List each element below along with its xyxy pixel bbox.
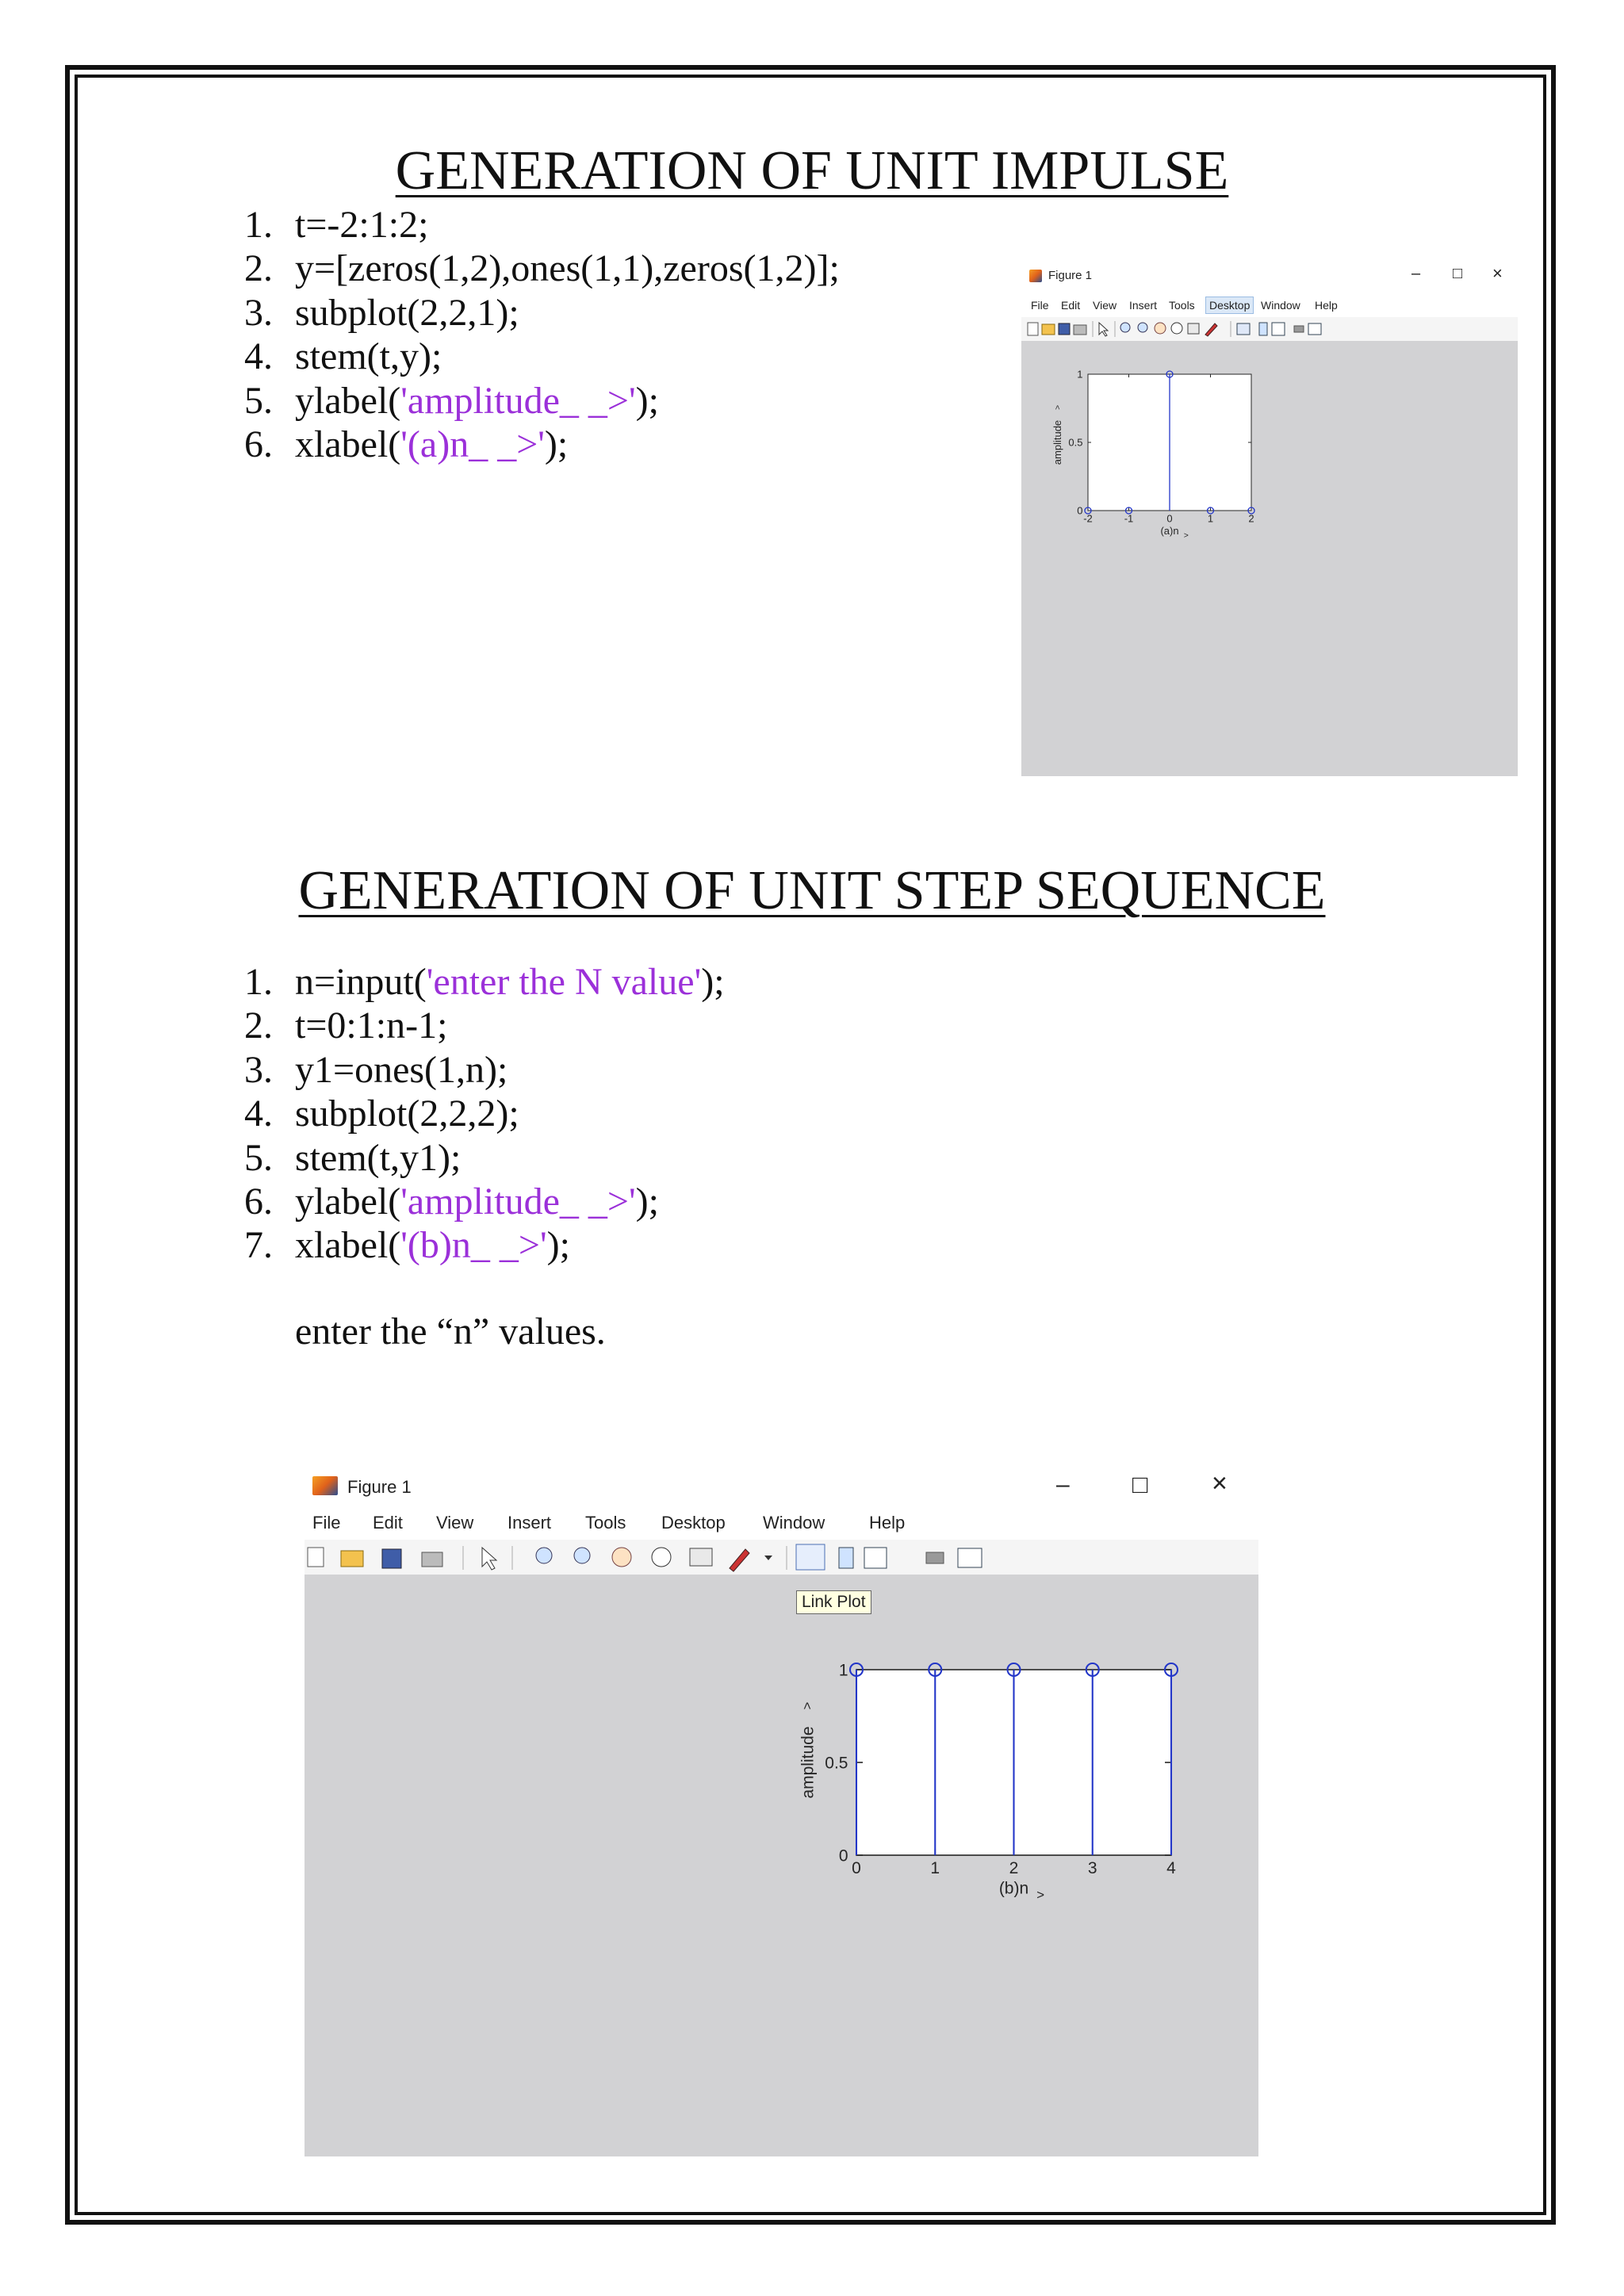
open-file-icon[interactable] bbox=[1042, 324, 1055, 335]
open-file-icon[interactable] bbox=[341, 1551, 363, 1567]
matlab-logo-icon bbox=[1029, 270, 1042, 282]
dock-figure-icon[interactable] bbox=[1308, 323, 1321, 335]
code-string: '(a)n_ _>' bbox=[400, 423, 545, 465]
code-text: stem(t,y); bbox=[295, 335, 442, 378]
minimize-button[interactable]: – bbox=[1056, 1471, 1070, 1498]
save-icon[interactable] bbox=[1059, 323, 1070, 335]
code-line bbox=[244, 1180, 725, 1223]
x-tick-label: 2 bbox=[1248, 512, 1254, 525]
code-line bbox=[244, 379, 840, 423]
code-text: subplot(2,2,1); bbox=[295, 291, 519, 334]
code-text: ); bbox=[701, 961, 725, 1003]
y-axis-label-arrow: > bbox=[1053, 404, 1063, 410]
figure-window-impulse bbox=[1021, 260, 1518, 776]
maximize-button[interactable]: □ bbox=[1132, 1470, 1148, 1498]
menu-window[interactable]: Window bbox=[1261, 299, 1300, 312]
x-axis-label-arrow: > bbox=[1183, 531, 1189, 541]
menu-insert[interactable]: Insert bbox=[1129, 299, 1158, 312]
x-tick-label: 2 bbox=[1009, 1859, 1019, 1878]
step-code-listing bbox=[244, 960, 725, 1268]
menu-view[interactable]: View bbox=[436, 1513, 474, 1533]
close-button[interactable]: × bbox=[1212, 1468, 1228, 1498]
data-cursor-icon[interactable] bbox=[690, 1548, 712, 1566]
y-tick-label: 0.5 bbox=[1068, 436, 1083, 449]
code-line-number: 2. bbox=[244, 247, 273, 290]
y-tick-label: 1 bbox=[838, 1661, 848, 1680]
figure-menubar bbox=[304, 1505, 1258, 1540]
code-line-number: 4. bbox=[244, 1093, 273, 1135]
link-plot-tooltip: Link Plot bbox=[796, 1590, 871, 1614]
pointer-icon[interactable] bbox=[482, 1548, 496, 1570]
zoom-in-icon[interactable] bbox=[536, 1548, 552, 1563]
code-line bbox=[244, 335, 840, 378]
brush-dropdown-icon[interactable] bbox=[764, 1556, 772, 1560]
step-heading: GENERATION OF UNIT STEP SEQUENCE bbox=[298, 860, 1326, 921]
code-text: ); bbox=[544, 423, 569, 465]
figure-titlebar bbox=[304, 1465, 1258, 1505]
rotate-icon[interactable] bbox=[1171, 323, 1182, 334]
figure-toolbar bbox=[304, 1540, 1258, 1575]
menu-help[interactable]: Help bbox=[869, 1513, 906, 1533]
code-line bbox=[244, 1048, 725, 1092]
code-text: ); bbox=[635, 1180, 659, 1223]
code-string: 'amplitude_ _>' bbox=[400, 1180, 636, 1223]
code-line bbox=[244, 1223, 725, 1267]
x-axis-label: (a)n bbox=[1160, 524, 1179, 537]
y-tick-label: 0 bbox=[838, 1846, 848, 1866]
impulse-heading: GENERATION OF UNIT IMPULSE bbox=[395, 140, 1229, 201]
code-line bbox=[244, 1092, 725, 1135]
x-tick-label: 3 bbox=[1087, 1859, 1097, 1878]
menu-help[interactable]: Help bbox=[1315, 299, 1338, 312]
figure-toolbar bbox=[1021, 317, 1518, 342]
x-tick-label: 1 bbox=[1207, 512, 1214, 525]
x-tick-label: 0 bbox=[1166, 512, 1173, 525]
menu-file[interactable]: File bbox=[312, 1513, 341, 1533]
code-text: y1=ones(1,n); bbox=[295, 1048, 508, 1091]
code-text: t=0:1:n-1; bbox=[295, 1004, 448, 1047]
data-cursor-icon[interactable] bbox=[1188, 323, 1199, 334]
save-icon[interactable] bbox=[382, 1549, 401, 1568]
code-line bbox=[244, 960, 725, 1004]
x-axis-label-arrow: > bbox=[1036, 1887, 1045, 1903]
code-text: ylabel( bbox=[295, 1180, 401, 1223]
code-text: y=[zeros(1,2),ones(1,1),zeros(1,2)]; bbox=[295, 247, 840, 290]
code-line-number: 4. bbox=[244, 335, 273, 378]
code-text: ); bbox=[635, 379, 659, 422]
toolbar-icons bbox=[1021, 317, 1518, 341]
code-line-number: 1. bbox=[244, 961, 273, 1003]
code-line-number: 1. bbox=[244, 204, 273, 246]
print-icon[interactable] bbox=[422, 1552, 442, 1567]
menu-desktop[interactable]: Desktop bbox=[661, 1513, 726, 1533]
code-line-number: 3. bbox=[244, 291, 273, 334]
code-line-number: 2. bbox=[244, 1004, 273, 1047]
figure-canvas bbox=[304, 1575, 1258, 2156]
code-text: n=input( bbox=[295, 961, 427, 1003]
code-text: t=-2:1:2; bbox=[295, 204, 429, 246]
colorbar-icon[interactable] bbox=[839, 1548, 853, 1568]
code-text: ylabel( bbox=[295, 379, 401, 422]
code-string: '(b)n_ _>' bbox=[400, 1224, 547, 1267]
impulse-stem-chart bbox=[1021, 341, 1518, 776]
code-text: xlabel( bbox=[295, 423, 401, 465]
new-figure-icon[interactable] bbox=[308, 1548, 324, 1567]
new-figure-icon[interactable] bbox=[1028, 323, 1038, 335]
figure-title: Figure 1 bbox=[347, 1477, 412, 1497]
y-axis-label-arrow: > bbox=[799, 1701, 815, 1710]
code-line bbox=[244, 1004, 725, 1047]
figure-title: Figure 1 bbox=[1048, 269, 1093, 282]
link-plot-icon[interactable] bbox=[1237, 323, 1250, 335]
code-line-number: 3. bbox=[244, 1048, 273, 1091]
matlab-logo-icon bbox=[312, 1476, 338, 1495]
menu-edit[interactable]: Edit bbox=[1061, 299, 1081, 312]
menu-insert[interactable]: Insert bbox=[508, 1513, 552, 1533]
legend-icon[interactable] bbox=[864, 1548, 887, 1568]
dock-figure-icon[interactable] bbox=[958, 1548, 982, 1567]
code-text: ); bbox=[546, 1224, 570, 1267]
x-tick-label: 4 bbox=[1166, 1859, 1176, 1878]
code-text: xlabel( bbox=[295, 1224, 401, 1267]
colorbar-icon[interactable] bbox=[1259, 323, 1267, 335]
y-tick-label: 0 bbox=[1077, 504, 1083, 517]
code-line bbox=[244, 1136, 725, 1180]
pointer-icon[interactable] bbox=[1099, 323, 1108, 336]
hide-tools-icon[interactable] bbox=[926, 1552, 944, 1563]
zoom-out-icon[interactable] bbox=[1138, 323, 1147, 332]
legend-icon[interactable] bbox=[1272, 323, 1285, 335]
menu-tools[interactable]: Tools bbox=[1169, 299, 1195, 312]
code-line bbox=[244, 291, 840, 335]
code-line bbox=[244, 247, 840, 290]
y-axis-label: amplitude bbox=[799, 1726, 818, 1799]
figure-menubar bbox=[1021, 293, 1518, 317]
menu-edit[interactable]: Edit bbox=[373, 1513, 403, 1533]
code-text: stem(t,y1); bbox=[295, 1136, 462, 1179]
impulse-code-listing bbox=[244, 203, 840, 466]
minimize-button[interactable]: – bbox=[1411, 265, 1421, 282]
y-axis-label: amplitude bbox=[1051, 419, 1064, 465]
hide-tools-icon[interactable] bbox=[1294, 326, 1304, 332]
y-tick-label: 0.5 bbox=[825, 1754, 848, 1773]
toolbar-icons bbox=[304, 1540, 1258, 1575]
code-line bbox=[244, 203, 840, 247]
pan-icon[interactable] bbox=[612, 1548, 631, 1567]
step-stem-chart bbox=[304, 1575, 1258, 2156]
zoom-out-icon[interactable] bbox=[574, 1548, 590, 1563]
y-tick-label: 1 bbox=[1077, 368, 1083, 381]
code-line-number: 6. bbox=[244, 423, 273, 465]
code-string: 'amplitude_ _>' bbox=[400, 379, 636, 422]
enter-n-note: enter the “n” values. bbox=[295, 1311, 606, 1353]
x-tick-label: 0 bbox=[852, 1859, 861, 1878]
rotate-icon[interactable] bbox=[652, 1548, 671, 1567]
brush-icon[interactable] bbox=[730, 1549, 749, 1571]
menu-tools[interactable]: Tools bbox=[585, 1513, 626, 1533]
x-axis-label: (b)n bbox=[998, 1879, 1029, 1898]
pan-icon[interactable] bbox=[1155, 323, 1166, 334]
menu-view[interactable]: View bbox=[1093, 299, 1117, 312]
code-line-number: 6. bbox=[244, 1180, 273, 1223]
code-text: subplot(2,2,2); bbox=[295, 1093, 519, 1135]
menu-window[interactable]: Window bbox=[763, 1513, 825, 1533]
link-plot-icon[interactable] bbox=[796, 1544, 825, 1570]
x-tick-label: -2 bbox=[1083, 512, 1093, 525]
close-button[interactable]: × bbox=[1492, 263, 1503, 283]
code-line-number: 5. bbox=[244, 379, 273, 422]
brush-icon[interactable] bbox=[1205, 323, 1217, 336]
code-line-number: 5. bbox=[244, 1136, 273, 1179]
figure-canvas bbox=[1021, 341, 1518, 776]
figure-titlebar bbox=[1021, 260, 1518, 293]
x-tick-label: -1 bbox=[1124, 512, 1134, 525]
x-tick-label: 1 bbox=[930, 1859, 940, 1878]
menu-desktop[interactable]: Desktop bbox=[1205, 297, 1254, 314]
figure-window-step bbox=[304, 1465, 1258, 2156]
zoom-in-icon[interactable] bbox=[1120, 323, 1130, 332]
menu-file[interactable]: File bbox=[1031, 299, 1049, 312]
maximize-button[interactable]: □ bbox=[1453, 265, 1463, 282]
code-line bbox=[244, 423, 840, 466]
print-icon[interactable] bbox=[1074, 325, 1086, 335]
code-string: 'enter the N value' bbox=[426, 961, 702, 1003]
code-line-number: 7. bbox=[244, 1224, 273, 1267]
